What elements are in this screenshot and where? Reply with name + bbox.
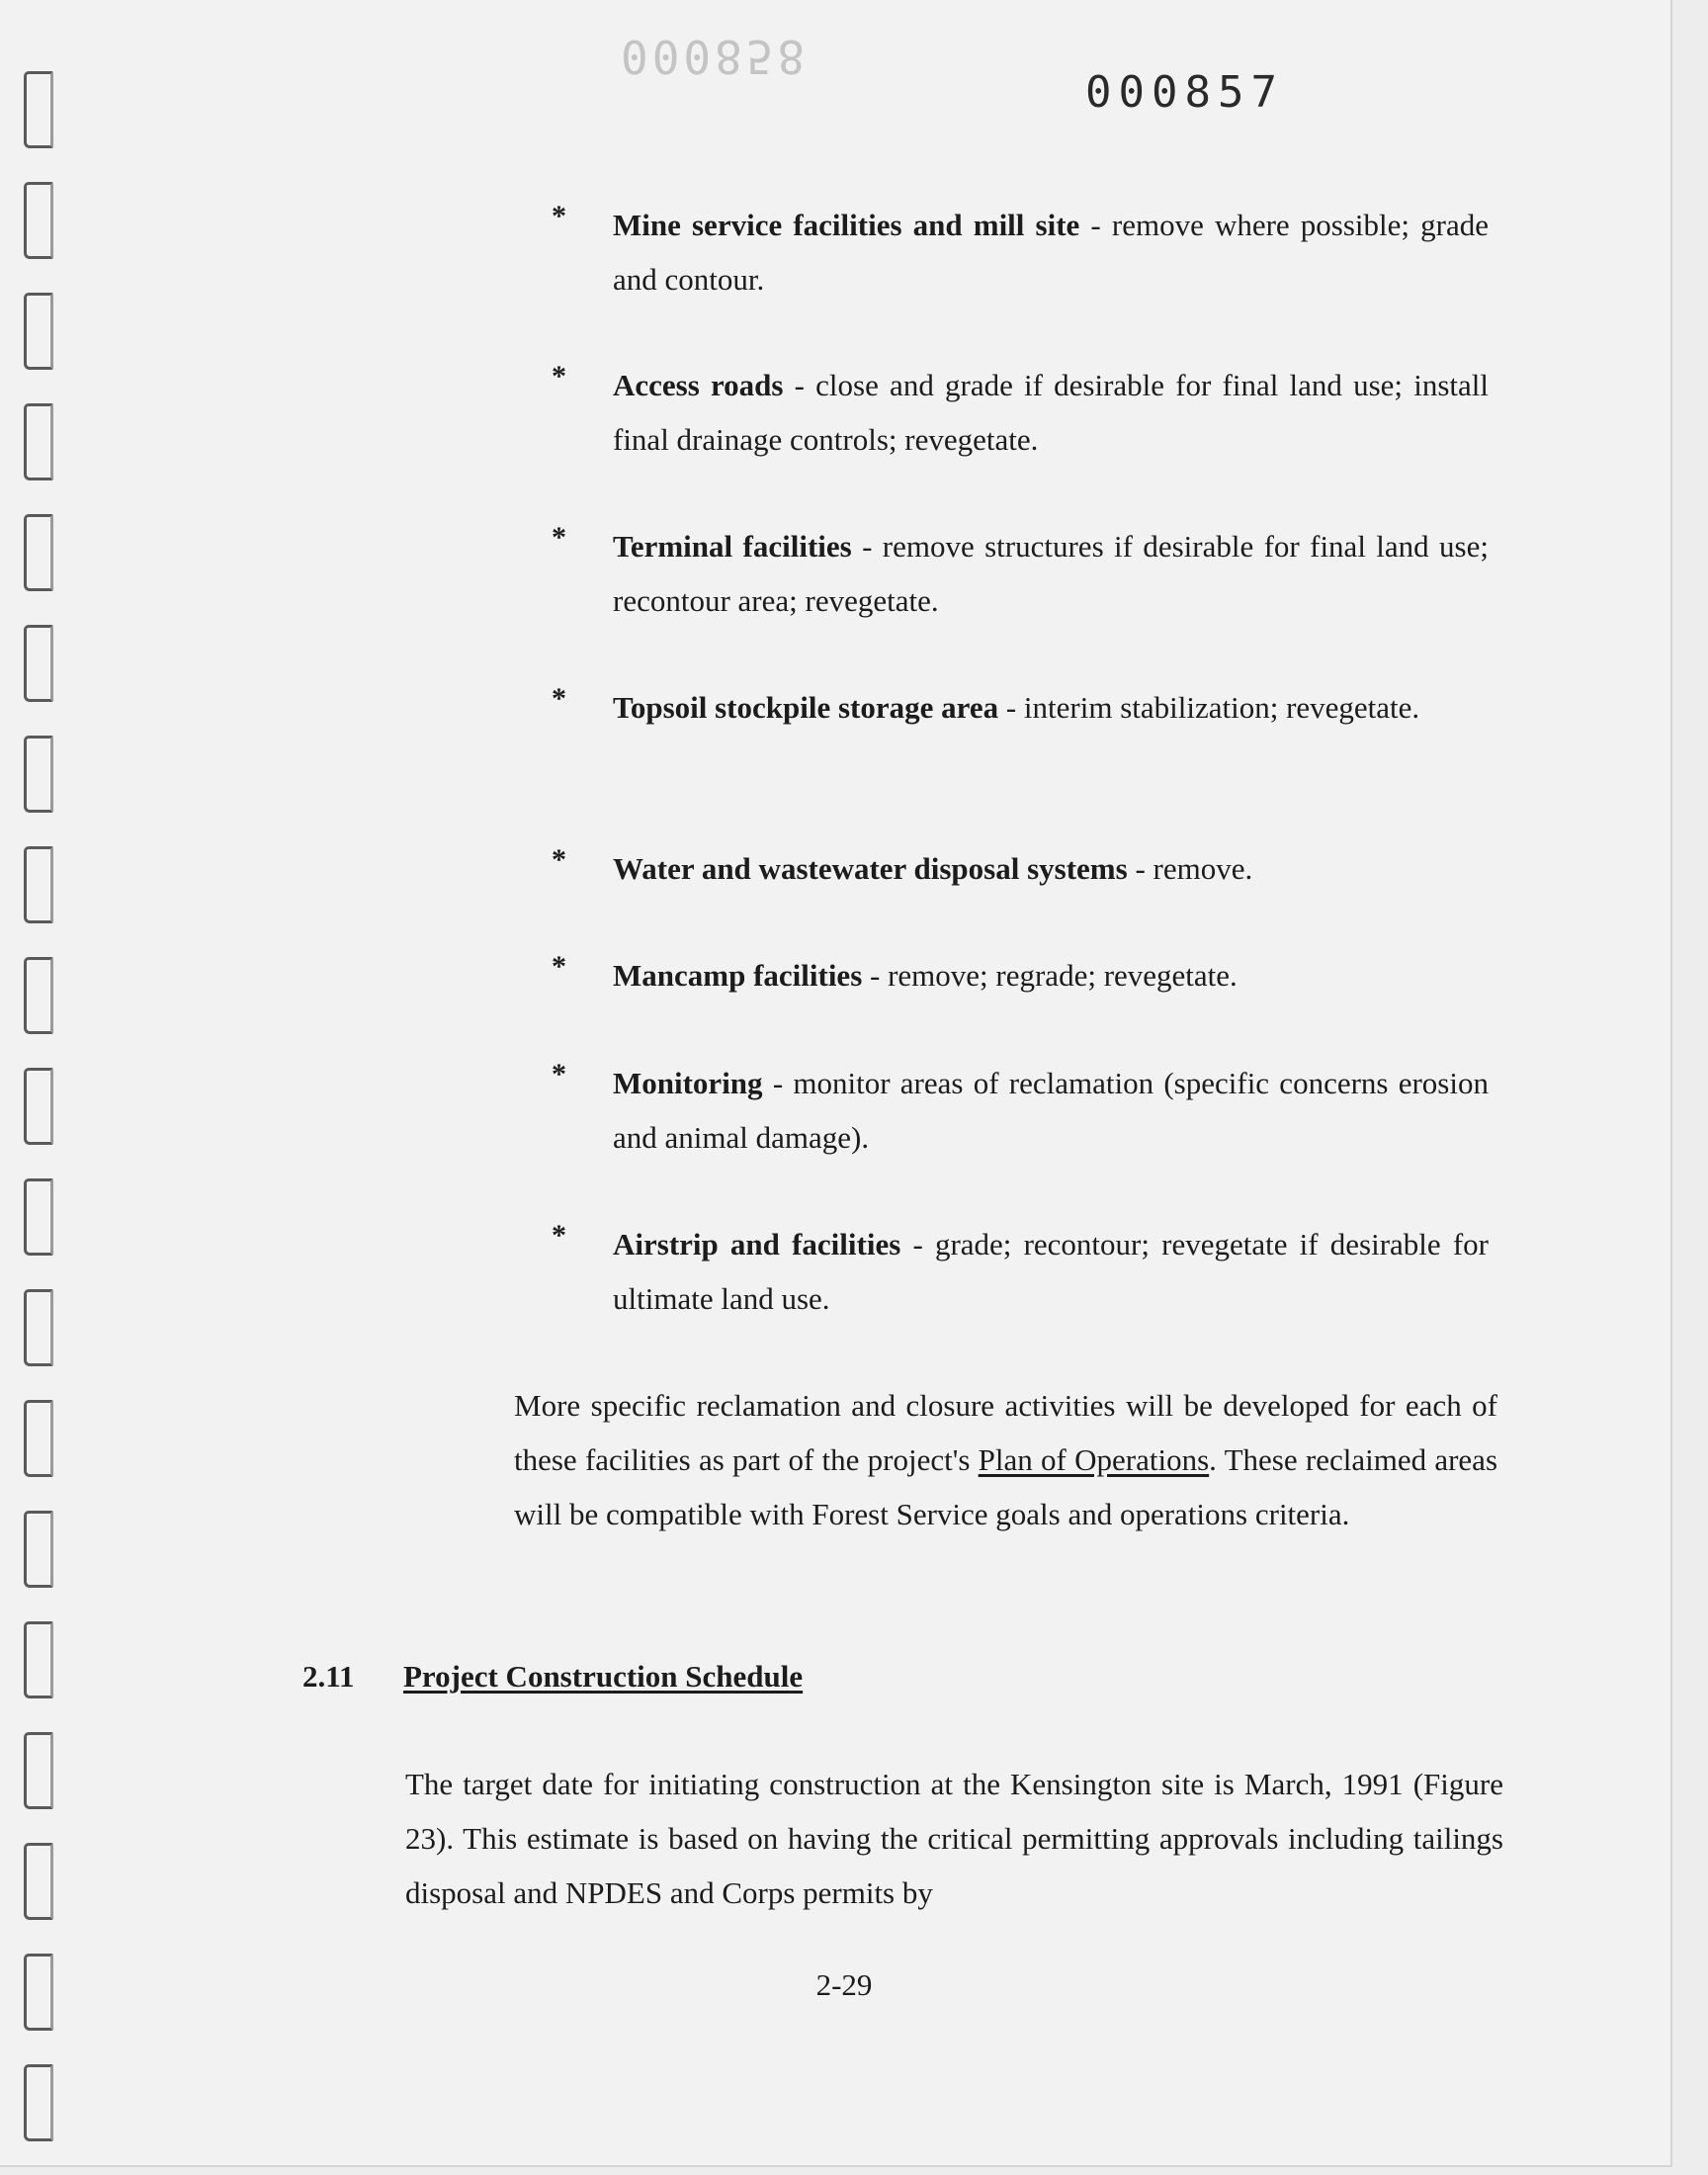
binder-hole (24, 1732, 53, 1809)
bullet-marker: * (552, 950, 566, 983)
list-item-title: Topsoil stockpile storage area (613, 690, 999, 725)
binder-hole (24, 957, 53, 1034)
list-item-text (613, 1056, 1489, 1165)
bullet-marker: * (552, 843, 566, 876)
binder-hole (24, 1068, 53, 1145)
list-item-text (613, 358, 1489, 467)
list-item-description: - remove structures if desirable for final land use; recontour area; revegetate. (613, 529, 1489, 618)
list-item-text (613, 198, 1489, 306)
binder-hole (24, 2064, 53, 2141)
list-item-description: - grade; recontour; revegetate if desirable for ultimate land use. (613, 1227, 1489, 1316)
list-item-title: Mine service facilities and mill site (613, 208, 1080, 242)
plan-of-operations-reference: Plan of Operations (978, 1442, 1210, 1477)
bullet-marker: * (552, 360, 566, 392)
list-item-title: Monitoring (613, 1066, 763, 1100)
list-item-text (613, 1217, 1489, 1326)
bullet-marker: * (552, 1219, 566, 1252)
bullet-marker: * (552, 200, 566, 232)
binder-hole (24, 1289, 53, 1366)
schedule-paragraph: The target date for initiating construction at the Kensington site is March, 1991 (Figure 23). This estimate is based on having the critical permitting approvals including tailings disposal and NPDES and Corps permits by (405, 1767, 1503, 1910)
page-number: 2-29 (815, 1967, 873, 2002)
closing-paragraph-text-end: . These reclaimed areas will be compatible with Forest Service goals and operations criteria. (514, 1442, 1498, 1531)
binder-hole (24, 1843, 53, 1920)
bullet-marker: * (552, 682, 566, 715)
binder-hole (24, 71, 53, 148)
list-item-text (613, 519, 1489, 628)
binder-hole (24, 1511, 53, 1588)
closing-paragraph-text: More specific reclamation and closure activities will be developed for each of these facilities as part of the project's (514, 1388, 1497, 1477)
list-item-description: - close and grade if desirable for final land use; install final drainage controls; revegetate. (613, 368, 1490, 457)
list-item-title: Access roads (613, 368, 784, 402)
list-item-title: Airstrip and facilities (613, 1227, 901, 1262)
binder-hole (24, 293, 53, 370)
binder-hole (24, 182, 53, 259)
list-item-description: - remove. (1127, 851, 1253, 886)
page-stamp-number: 000857 (1085, 67, 1284, 118)
list-item-title: Terminal facilities (613, 529, 852, 564)
bleed-through-stamp: 000858 (621, 30, 810, 83)
list-item-description: - monitor areas of reclamation (specific concerns erosion and animal damage). (613, 1066, 1489, 1155)
list-item-text (613, 841, 1489, 896)
list-item-title: Mancamp facilities (613, 958, 863, 993)
section-heading (302, 1659, 803, 1695)
bullet-marker: * (552, 521, 566, 554)
section-title: Project Construction Schedule (403, 1659, 804, 1694)
binder-hole (24, 1400, 53, 1477)
section-number: 2.11 (302, 1659, 355, 1694)
list-item-text (613, 948, 1489, 1002)
binder-hole (24, 1178, 53, 1256)
binder-hole (24, 403, 53, 480)
binder-hole (24, 514, 53, 591)
list-item-text (613, 680, 1489, 735)
list-item-description: - remove where possible; grade and contour. (613, 208, 1489, 297)
closing-paragraph (514, 1378, 1497, 1541)
list-item-title: Water and wastewater disposal systems (613, 851, 1128, 886)
list-item-description: - remove; regrade; revegetate. (862, 958, 1238, 993)
bullet-marker: * (552, 1058, 566, 1090)
list-item-description: - interim stabilization; revegetate. (998, 690, 1420, 725)
binder-hole (24, 846, 53, 923)
binder-holes (14, 59, 63, 2116)
binder-hole (24, 625, 53, 702)
binder-hole (24, 1621, 53, 1698)
binder-hole (24, 736, 53, 813)
